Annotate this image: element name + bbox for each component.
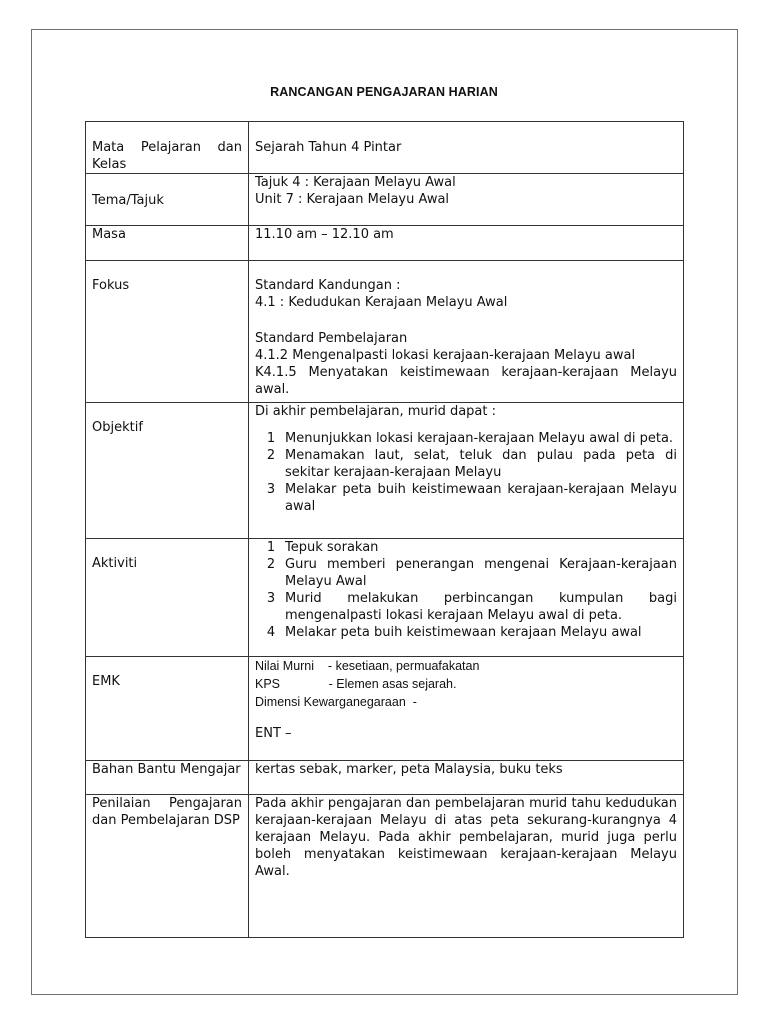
- row-masa: [86, 226, 684, 261]
- label-emk: EMK: [86, 657, 249, 761]
- aktiviti-item-number: 3: [266, 591, 276, 606]
- row-bahan: [86, 761, 684, 795]
- objektif-item-text: Menunjukkan lokasi kerajaan-kerajaan Melayu awal di peta.: [285, 431, 674, 446]
- aktiviti-item-text: Guru memberi penerangan mengenai Kerajaan-kerajaan Melayu Awal: [285, 557, 677, 589]
- objektif-item-number: 1: [266, 431, 276, 446]
- aktiviti-item: [255, 590, 677, 624]
- value-mata-pelajaran: Sejarah Tahun 4 Pintar: [249, 122, 684, 174]
- row-fokus: [86, 261, 684, 403]
- value-aktiviti: [249, 539, 684, 657]
- emk-ent: ENT –: [255, 726, 292, 741]
- label-bahan: Bahan Bantu Mengajar: [86, 761, 249, 795]
- aktiviti-item-number: 2: [266, 557, 276, 572]
- fokus-sk-item: 4.1 : Kedudukan Kerajaan Melayu Awal: [255, 295, 508, 310]
- aktiviti-item-number: 4: [266, 625, 276, 640]
- objektif-item-text: Melakar peta buih keistimewaan kerajaan-kerajaan Melayu awal: [285, 482, 677, 514]
- row-penilaian: [86, 795, 684, 938]
- label-penilaian: Penilaian Pengajaran dan Pembelajaran DSP: [86, 795, 249, 938]
- objektif-item: [255, 481, 677, 515]
- row-mata-pelajaran: [86, 122, 684, 174]
- objektif-intro: Di akhir pembelajaran, murid dapat :: [255, 404, 497, 419]
- emk-dimensi: Dimensi Kewarganegaraan -: [255, 695, 417, 709]
- tema-line-1: Tajuk 4 : Kerajaan Melayu Awal: [255, 175, 456, 190]
- fokus-sp-item-1: 4.1.2 Mengenalpasti lokasi kerajaan-kerajaan Melayu awal: [255, 348, 636, 363]
- aktiviti-item-text: Tepuk sorakan: [285, 540, 379, 555]
- fokus-sp-item-2: K4.1.5 Menyatakan keistimewaan kerajaan-kerajaan Melayu awal.: [255, 365, 677, 397]
- label-masa: Masa: [86, 226, 249, 261]
- label-fokus: Fokus: [86, 261, 249, 403]
- aktiviti-list: [255, 539, 677, 641]
- value-objektif: [249, 403, 684, 539]
- fokus-sk-heading: Standard Kandungan :: [255, 278, 401, 293]
- aktiviti-item-text: Melakar peta buih keistimewaan kerajaan Melayu awal: [285, 625, 642, 640]
- aktiviti-item-number: 1: [266, 540, 276, 555]
- objektif-item: [255, 447, 677, 481]
- objektif-item-text: Menamakan laut, selat, teluk dan pulau pada peta di sekitar kerajaan-kerajaan Melayu: [285, 448, 677, 480]
- document-title: RANCANGAN PENGAJARAN HARIAN: [270, 85, 498, 99]
- lesson-plan-table: [85, 121, 684, 938]
- label-aktiviti: Aktiviti: [86, 539, 249, 657]
- objektif-item: [255, 430, 677, 447]
- objektif-item-number: 2: [266, 448, 276, 463]
- fokus-sp-heading: Standard Pembelajaran: [255, 331, 408, 346]
- value-masa: 11.10 am – 12.10 am: [249, 226, 684, 261]
- tema-line-2: Unit 7 : Kerajaan Melayu Awal: [255, 192, 450, 207]
- value-penilaian: Pada akhir pengajaran dan pembelajaran murid tahu kedudukan kerajaan-kerajaan Melayu di atas peta sekurang-kurangnya 4 kerajaan Melayu. Pada akhir pembelajaran, murid juga perlu boleh menyatakan keistimewaan kerajaan-kerajaan Melayu Awal.: [249, 795, 684, 938]
- value-emk: [249, 657, 684, 761]
- aktiviti-item: [255, 624, 677, 641]
- label-objektif: Objektif: [86, 403, 249, 539]
- value-fokus: [249, 261, 684, 403]
- row-emk: [86, 657, 684, 761]
- label-tema: Tema/Tajuk: [86, 174, 249, 226]
- objektif-item-number: 3: [266, 482, 276, 497]
- row-aktiviti: [86, 539, 684, 657]
- label-mata-pelajaran: Mata Pelajaran dan Kelas: [86, 122, 249, 174]
- value-bahan: kertas sebak, marker, peta Malaysia, buku teks: [249, 761, 684, 795]
- emk-kps: KPS - Elemen asas sejarah.: [255, 677, 457, 691]
- aktiviti-item: [255, 556, 677, 590]
- row-objektif: [86, 403, 684, 539]
- aktiviti-item: [255, 539, 677, 556]
- objektif-list: [255, 430, 677, 515]
- aktiviti-item-text: Murid melakukan perbincangan kumpulan bagi mengenalpasti lokasi kerajaan Melayu awal di peta.: [285, 591, 677, 623]
- row-tema: [86, 174, 684, 226]
- value-tema: [249, 174, 684, 226]
- emk-nilai-murni: Nilai Murni - kesetiaan, permuafakatan: [255, 659, 480, 673]
